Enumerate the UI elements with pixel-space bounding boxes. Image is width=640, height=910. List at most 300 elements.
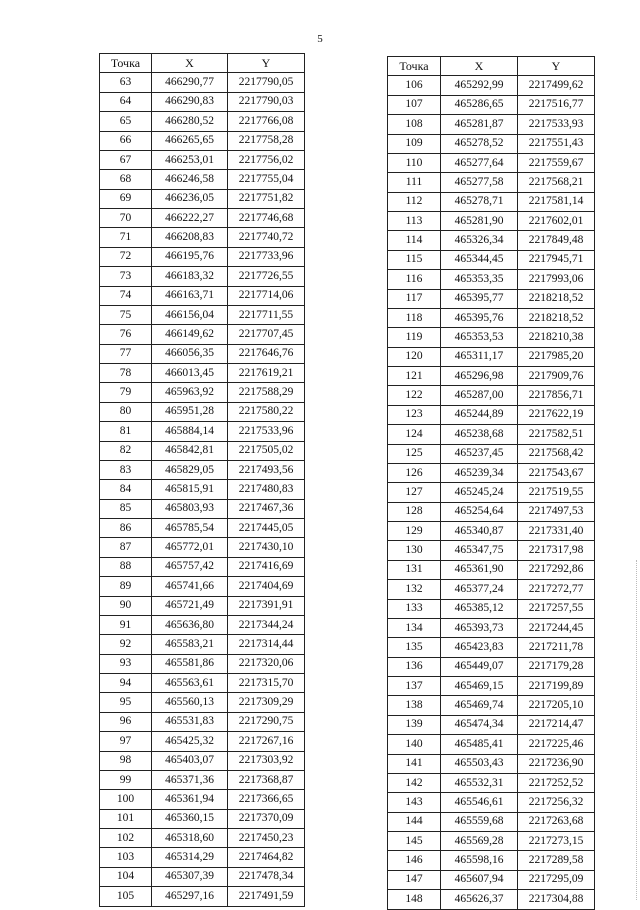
cell-y: 2217993,06	[518, 270, 595, 289]
cell-point: 114	[388, 231, 441, 250]
cell-point: 87	[100, 538, 152, 557]
cell-x: 465326,34	[441, 231, 518, 250]
table-row	[388, 580, 595, 599]
cell-y: 2217257,55	[518, 599, 595, 618]
cell-point: 88	[100, 557, 152, 576]
table-row	[388, 308, 595, 327]
cell-point: 84	[100, 480, 152, 499]
cell-point: 139	[388, 715, 441, 734]
cell-x: 465238,68	[441, 425, 518, 444]
cell-point: 101	[100, 809, 152, 828]
table-row	[388, 773, 595, 792]
cell-y: 2217519,55	[518, 483, 595, 502]
cell-y: 2217740,72	[228, 228, 305, 247]
cell-y: 2217588,29	[228, 383, 305, 402]
cell-x: 465569,28	[441, 832, 518, 851]
cell-y: 2217478,34	[228, 867, 305, 886]
table-row	[388, 851, 595, 870]
cell-y: 2217295,09	[518, 870, 595, 889]
table-row	[100, 247, 305, 266]
cell-y: 2217622,19	[518, 405, 595, 424]
cell-x: 465393,73	[441, 618, 518, 637]
scan-edge-line	[635, 560, 637, 900]
cell-y: 2217211,78	[518, 638, 595, 657]
cell-x: 465278,71	[441, 192, 518, 211]
table-row	[388, 657, 595, 676]
cell-point: 138	[388, 696, 441, 715]
cell-x: 465340,87	[441, 522, 518, 541]
cell-y: 2217272,77	[518, 580, 595, 599]
table-row	[100, 112, 305, 131]
cell-y: 2217404,69	[228, 577, 305, 596]
cell-point: 82	[100, 441, 152, 460]
cell-y: 2217582,51	[518, 425, 595, 444]
cell-x: 465281,90	[441, 212, 518, 231]
cell-x: 465278,52	[441, 134, 518, 153]
cell-y: 2217267,16	[228, 732, 305, 751]
cell-y: 2218218,52	[518, 308, 595, 327]
table-row	[100, 344, 305, 363]
cell-y: 2217568,21	[518, 173, 595, 192]
table-row	[388, 890, 595, 909]
table-row	[100, 170, 305, 189]
cell-y: 2217516,77	[518, 95, 595, 114]
table-row	[388, 444, 595, 463]
cell-point: 68	[100, 170, 152, 189]
table-header-row	[388, 57, 595, 76]
table-row	[100, 441, 305, 460]
cell-point: 90	[100, 596, 152, 615]
cell-point: 116	[388, 270, 441, 289]
cell-point: 113	[388, 212, 441, 231]
table-row	[388, 270, 595, 289]
cell-point: 83	[100, 460, 152, 479]
cell-point: 146	[388, 851, 441, 870]
table-row	[388, 95, 595, 114]
cell-x: 465546,61	[441, 793, 518, 812]
cell-x: 465423,83	[441, 638, 518, 657]
cell-point: 106	[388, 76, 441, 95]
cell-y: 2217464,82	[228, 848, 305, 867]
cell-point: 100	[100, 790, 152, 809]
cell-point: 118	[388, 308, 441, 327]
cell-x: 465318,60	[152, 829, 228, 848]
cell-point: 85	[100, 499, 152, 518]
cell-point: 135	[388, 638, 441, 657]
cell-x: 465245,24	[441, 483, 518, 502]
cell-y: 2217646,76	[228, 344, 305, 363]
cell-y: 2217256,32	[518, 793, 595, 812]
cell-y: 2217619,21	[228, 364, 305, 383]
cell-x: 465395,77	[441, 289, 518, 308]
cell-point: 132	[388, 580, 441, 599]
cell-point: 76	[100, 325, 152, 344]
table-row	[100, 732, 305, 751]
header-point: Точка	[100, 54, 152, 73]
table-row	[100, 519, 305, 538]
cell-point: 143	[388, 793, 441, 812]
cell-y: 2217467,36	[228, 499, 305, 518]
cell-point: 103	[100, 848, 152, 867]
cell-x: 465425,32	[152, 732, 228, 751]
header-point: Точка	[388, 57, 441, 76]
table-row	[100, 770, 305, 789]
cell-x: 465963,92	[152, 383, 228, 402]
cell-y: 2217263,68	[518, 812, 595, 831]
cell-y: 2217756,02	[228, 150, 305, 169]
cell-point: 98	[100, 751, 152, 770]
table-row	[100, 480, 305, 499]
cell-point: 80	[100, 402, 152, 421]
table-row	[388, 560, 595, 579]
table-row	[100, 383, 305, 402]
cell-y: 2217273,15	[518, 832, 595, 851]
table-row	[100, 422, 305, 441]
cell-x: 465607,94	[441, 870, 518, 889]
cell-x: 465503,43	[441, 754, 518, 773]
cell-point: 91	[100, 615, 152, 634]
table-row	[388, 735, 595, 754]
cell-x: 465254,64	[441, 502, 518, 521]
cell-y: 2217790,05	[228, 73, 305, 92]
cell-y: 2217199,89	[518, 677, 595, 696]
cell-point: 97	[100, 732, 152, 751]
cell-x: 465377,24	[441, 580, 518, 599]
table-row	[100, 325, 305, 344]
cell-x: 465385,12	[441, 599, 518, 618]
cell-point: 105	[100, 887, 152, 906]
cell-x: 465829,05	[152, 460, 228, 479]
cell-y: 2217755,04	[228, 170, 305, 189]
cell-x: 465281,87	[441, 115, 518, 134]
table-row	[388, 715, 595, 734]
cell-point: 131	[388, 560, 441, 579]
cell-y: 2217533,93	[518, 115, 595, 134]
table-row	[100, 674, 305, 693]
cell-y: 2217714,06	[228, 286, 305, 305]
table-row	[388, 231, 595, 250]
cell-point: 147	[388, 870, 441, 889]
page-number: 5	[317, 33, 323, 45]
table-row	[388, 134, 595, 153]
cell-point: 121	[388, 367, 441, 386]
cell-point: 126	[388, 463, 441, 482]
cell-point: 109	[388, 134, 441, 153]
cell-point: 123	[388, 405, 441, 424]
cell-x: 466290,83	[152, 92, 228, 111]
cell-x: 465598,16	[441, 851, 518, 870]
table-row	[100, 267, 305, 286]
cell-point: 119	[388, 328, 441, 347]
table-row	[388, 483, 595, 502]
cell-y: 2217505,02	[228, 441, 305, 460]
table-row	[388, 463, 595, 482]
cell-x: 466290,77	[152, 73, 228, 92]
cell-point: 145	[388, 832, 441, 851]
cell-point: 75	[100, 305, 152, 324]
cell-x: 466246,58	[152, 170, 228, 189]
cell-x: 465311,17	[441, 347, 518, 366]
cell-x: 465636,80	[152, 615, 228, 634]
cell-x: 465361,94	[152, 790, 228, 809]
table-row	[388, 367, 595, 386]
cell-y: 2218210,38	[518, 328, 595, 347]
cell-y: 2217236,90	[518, 754, 595, 773]
cell-y: 2217493,56	[228, 460, 305, 479]
table-row	[388, 76, 595, 95]
cell-y: 2217445,05	[228, 519, 305, 538]
cell-y: 2217707,45	[228, 325, 305, 344]
cell-x: 465395,76	[441, 308, 518, 327]
cell-y: 2217391,91	[228, 596, 305, 615]
cell-x: 465403,07	[152, 751, 228, 770]
table-row	[100, 305, 305, 324]
table-row	[388, 832, 595, 851]
table-row	[100, 596, 305, 615]
table-row	[388, 502, 595, 521]
table-row	[388, 173, 595, 192]
cell-point: 65	[100, 112, 152, 131]
cell-y: 2217491,59	[228, 887, 305, 906]
table-row	[388, 677, 595, 696]
cell-point: 136	[388, 657, 441, 676]
cell-x: 465314,29	[152, 848, 228, 867]
cell-x: 465581,86	[152, 654, 228, 673]
cell-y: 2217205,10	[518, 696, 595, 715]
cell-point: 95	[100, 693, 152, 712]
table-row	[388, 541, 595, 560]
cell-point: 141	[388, 754, 441, 773]
table-row	[100, 460, 305, 479]
cell-x: 465474,34	[441, 715, 518, 734]
cell-y: 2217331,40	[518, 522, 595, 541]
table-row	[388, 754, 595, 773]
cell-point: 78	[100, 364, 152, 383]
table-row	[388, 153, 595, 172]
cell-x: 465239,34	[441, 463, 518, 482]
table-row	[100, 538, 305, 557]
cell-y: 2217568,42	[518, 444, 595, 463]
cell-y: 2217309,29	[228, 693, 305, 712]
cell-y: 2217368,87	[228, 770, 305, 789]
header-x: X	[441, 57, 518, 76]
cell-x: 465721,49	[152, 596, 228, 615]
table-row	[100, 867, 305, 886]
cell-point: 72	[100, 247, 152, 266]
cell-point: 89	[100, 577, 152, 596]
cell-point: 81	[100, 422, 152, 441]
cell-x: 465884,14	[152, 422, 228, 441]
cell-x: 466208,83	[152, 228, 228, 247]
cell-point: 117	[388, 289, 441, 308]
cell-x: 465532,31	[441, 773, 518, 792]
table-row	[100, 364, 305, 383]
cell-y: 2217602,01	[518, 212, 595, 231]
cell-point: 115	[388, 250, 441, 269]
cell-x: 466222,27	[152, 209, 228, 228]
cell-x: 465287,00	[441, 386, 518, 405]
cell-x: 466163,71	[152, 286, 228, 305]
cell-x: 466149,62	[152, 325, 228, 344]
cell-y: 2217450,23	[228, 829, 305, 848]
cell-x: 465485,41	[441, 735, 518, 754]
cell-point: 77	[100, 344, 152, 363]
cell-point: 102	[100, 829, 152, 848]
table-row	[388, 386, 595, 405]
cell-point: 92	[100, 635, 152, 654]
cell-x: 465785,54	[152, 519, 228, 538]
cell-y: 2217766,08	[228, 112, 305, 131]
cell-point: 148	[388, 890, 441, 909]
cell-y: 2217179,28	[518, 657, 595, 676]
table-row	[388, 328, 595, 347]
table-row	[100, 92, 305, 111]
cell-x: 465344,45	[441, 250, 518, 269]
cell-x: 465559,68	[441, 812, 518, 831]
table-row	[100, 809, 305, 828]
cell-x: 465469,74	[441, 696, 518, 715]
cell-y: 2217480,83	[228, 480, 305, 499]
cell-y: 2217317,98	[518, 541, 595, 560]
cell-x: 466013,45	[152, 364, 228, 383]
cell-point: 99	[100, 770, 152, 789]
table-row	[100, 829, 305, 848]
cell-y: 2217985,20	[518, 347, 595, 366]
cell-x: 465371,36	[152, 770, 228, 789]
cell-y: 2217751,82	[228, 189, 305, 208]
table-row	[100, 693, 305, 712]
table-row	[100, 557, 305, 576]
cell-y: 2217303,92	[228, 751, 305, 770]
table-row	[100, 189, 305, 208]
cell-point: 73	[100, 267, 152, 286]
cell-x: 465307,39	[152, 867, 228, 886]
cell-x: 466265,65	[152, 131, 228, 150]
cell-y: 2217252,52	[518, 773, 595, 792]
cell-y: 2217214,47	[518, 715, 595, 734]
cell-point: 86	[100, 519, 152, 538]
table-row	[388, 793, 595, 812]
cell-y: 2217758,28	[228, 131, 305, 150]
table-row	[100, 286, 305, 305]
cell-point: 96	[100, 712, 152, 731]
table-row	[100, 848, 305, 867]
table-row	[388, 599, 595, 618]
cell-point: 63	[100, 73, 152, 92]
cell-y: 2217733,96	[228, 247, 305, 266]
cell-x: 465583,21	[152, 635, 228, 654]
cell-point: 74	[100, 286, 152, 305]
cell-x: 465360,15	[152, 809, 228, 828]
cell-y: 2217314,44	[228, 635, 305, 654]
cell-x: 465560,13	[152, 693, 228, 712]
cell-x: 465842,81	[152, 441, 228, 460]
coordinates-table-left	[99, 53, 305, 907]
cell-x: 465449,07	[441, 657, 518, 676]
cell-x: 465757,42	[152, 557, 228, 576]
cell-y: 2217499,62	[518, 76, 595, 95]
table-row	[100, 228, 305, 247]
table-row	[100, 635, 305, 654]
cell-y: 2217790,03	[228, 92, 305, 111]
cell-x: 465531,83	[152, 712, 228, 731]
table-row	[388, 638, 595, 657]
cell-x: 466280,52	[152, 112, 228, 131]
cell-point: 107	[388, 95, 441, 114]
cell-x: 465347,75	[441, 541, 518, 560]
cell-y: 2217430,10	[228, 538, 305, 557]
cell-y: 2217580,22	[228, 402, 305, 421]
cell-point: 144	[388, 812, 441, 831]
cell-x: 466056,35	[152, 344, 228, 363]
cell-point: 94	[100, 674, 152, 693]
cell-x: 465361,90	[441, 560, 518, 579]
cell-point: 127	[388, 483, 441, 502]
cell-point: 67	[100, 150, 152, 169]
cell-y: 2217856,71	[518, 386, 595, 405]
cell-point: 130	[388, 541, 441, 560]
table-row	[388, 115, 595, 134]
cell-y: 2217304,88	[518, 890, 595, 909]
table-row	[388, 405, 595, 424]
cell-y: 2217366,65	[228, 790, 305, 809]
cell-y: 2217551,43	[518, 134, 595, 153]
cell-y: 2217370,09	[228, 809, 305, 828]
cell-point: 112	[388, 192, 441, 211]
cell-point: 122	[388, 386, 441, 405]
table-row	[388, 870, 595, 889]
cell-point: 70	[100, 209, 152, 228]
cell-x: 465286,65	[441, 95, 518, 114]
cell-point: 125	[388, 444, 441, 463]
cell-y: 2217581,14	[518, 192, 595, 211]
table-row	[100, 887, 305, 906]
cell-y: 2217225,46	[518, 735, 595, 754]
table-row	[388, 347, 595, 366]
cell-x: 465951,28	[152, 402, 228, 421]
cell-x: 465803,93	[152, 499, 228, 518]
cell-point: 133	[388, 599, 441, 618]
cell-x: 465292,99	[441, 76, 518, 95]
header-x: X	[152, 54, 228, 73]
table-row	[100, 150, 305, 169]
cell-y: 2217746,68	[228, 209, 305, 228]
cell-x: 465277,64	[441, 153, 518, 172]
table-row	[100, 499, 305, 518]
table-row	[100, 751, 305, 770]
cell-y: 2217849,48	[518, 231, 595, 250]
header-y: Y	[228, 54, 305, 73]
table-row	[100, 712, 305, 731]
cell-point: 111	[388, 173, 441, 192]
cell-y: 2217289,58	[518, 851, 595, 870]
cell-x: 465772,01	[152, 538, 228, 557]
cell-point: 64	[100, 92, 152, 111]
table-row	[388, 425, 595, 444]
cell-point: 79	[100, 383, 152, 402]
table-row	[100, 402, 305, 421]
cell-x: 465277,58	[441, 173, 518, 192]
table-row	[100, 577, 305, 596]
cell-y: 2217945,71	[518, 250, 595, 269]
cell-x: 465469,15	[441, 677, 518, 696]
cell-point: 134	[388, 618, 441, 637]
cell-y: 2217244,45	[518, 618, 595, 637]
cell-x: 465563,61	[152, 674, 228, 693]
cell-x: 466236,05	[152, 189, 228, 208]
cell-point: 120	[388, 347, 441, 366]
cell-x: 466183,32	[152, 267, 228, 286]
